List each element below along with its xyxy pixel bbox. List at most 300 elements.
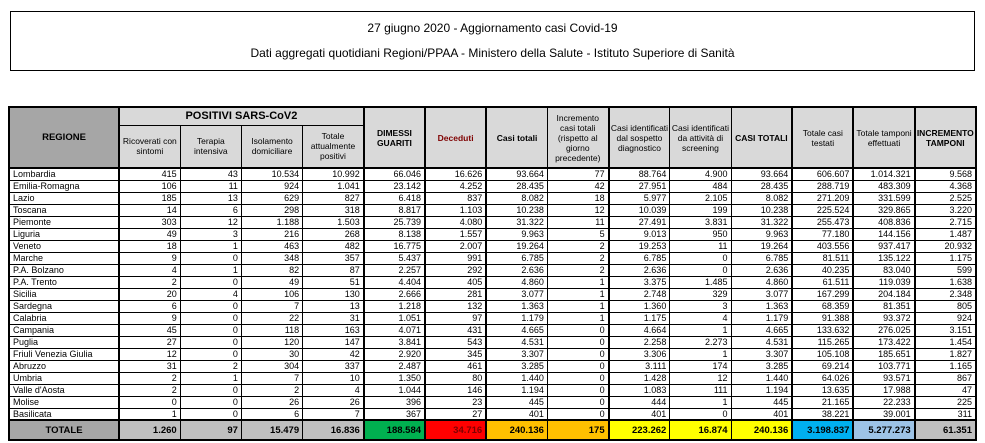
value-cell: 2.258: [609, 336, 670, 348]
value-cell: 415: [119, 168, 180, 180]
value-cell: 2.348: [915, 288, 976, 300]
value-cell: 4: [670, 312, 731, 324]
value-cell: 1.194: [731, 384, 792, 396]
value-cell: 543: [425, 336, 486, 348]
value-cell: 4.404: [364, 276, 425, 288]
value-cell: 484: [670, 180, 731, 192]
value-cell: 93.372: [853, 312, 914, 324]
value-cell: 1.638: [915, 276, 976, 288]
table-row: [9, 348, 976, 360]
region-name-cell: P.A. Trento: [9, 276, 119, 288]
value-cell: 2: [119, 276, 180, 288]
value-cell: 10.992: [303, 168, 364, 180]
region-name-cell: Marche: [9, 252, 119, 264]
value-cell: 11: [180, 180, 241, 192]
region-name-cell: Friuli Venezia Giulia: [9, 348, 119, 360]
value-cell: 2.748: [609, 288, 670, 300]
value-cell: 130: [303, 288, 364, 300]
value-cell: 2.715: [915, 216, 976, 228]
report-title: 27 giugno 2020 - Aggiornamento casi Covid-19: [367, 21, 618, 35]
value-cell: 4.665: [486, 324, 547, 336]
value-cell: 357: [303, 252, 364, 264]
value-cell: 16.775: [364, 240, 425, 252]
value-cell: 1.260: [119, 420, 180, 440]
value-cell: 1.440: [486, 372, 547, 384]
value-cell: 47: [915, 384, 976, 396]
value-cell: 1: [670, 324, 731, 336]
col-header-deceduti: Deceduti: [425, 107, 486, 168]
value-cell: 6.418: [364, 192, 425, 204]
table-row: [9, 336, 976, 348]
value-cell: 9.963: [486, 228, 547, 240]
value-cell: 4.900: [670, 168, 731, 180]
value-cell: 22: [241, 312, 302, 324]
value-cell: 9.568: [915, 168, 976, 180]
value-cell: 991: [425, 252, 486, 264]
value-cell: 31: [303, 312, 364, 324]
table-row: [9, 168, 976, 180]
value-cell: 1.194: [486, 384, 547, 396]
value-cell: 20.932: [915, 240, 976, 252]
value-cell: 45: [119, 324, 180, 336]
value-cell: 461: [425, 360, 486, 372]
value-cell: 1: [547, 312, 608, 324]
value-cell: 0: [180, 252, 241, 264]
region-name-cell: Veneto: [9, 240, 119, 252]
col-header-totale-attualmente-positivi: Totale attualmente positivi: [303, 125, 364, 168]
value-cell: 2.257: [364, 264, 425, 276]
value-cell: 2: [547, 264, 608, 276]
value-cell: 13: [180, 192, 241, 204]
value-cell: 240.136: [486, 420, 547, 440]
value-cell: 1.051: [364, 312, 425, 324]
value-cell: 3.306: [609, 348, 670, 360]
col-header-ricoverati-con-sintomi: Ricoverati con sintomi: [119, 125, 180, 168]
value-cell: 445: [486, 396, 547, 408]
value-cell: 185: [119, 192, 180, 204]
col-header-casi-sospetto-diagnostico: Casi identificati dal sospetto diagnostico: [609, 107, 670, 168]
value-cell: 88.764: [609, 168, 670, 180]
value-cell: 27.951: [609, 180, 670, 192]
value-cell: 9: [119, 312, 180, 324]
value-cell: 924: [241, 180, 302, 192]
table-row: [9, 252, 976, 264]
value-cell: 629: [241, 192, 302, 204]
value-cell: 281: [425, 288, 486, 300]
value-cell: 16.836: [303, 420, 364, 440]
value-cell: 2: [547, 240, 608, 252]
value-cell: 8.082: [486, 192, 547, 204]
value-cell: 1.363: [731, 300, 792, 312]
value-cell: 4.252: [425, 180, 486, 192]
value-cell: 163: [303, 324, 364, 336]
value-cell: 1.363: [486, 300, 547, 312]
value-cell: 444: [609, 396, 670, 408]
value-cell: 3.111: [609, 360, 670, 372]
value-cell: 2.105: [670, 192, 731, 204]
value-cell: 9: [119, 252, 180, 264]
value-cell: 133.632: [792, 324, 853, 336]
table-row: [9, 408, 976, 420]
value-cell: 304: [241, 360, 302, 372]
value-cell: 18: [119, 240, 180, 252]
value-cell: 3.831: [670, 216, 731, 228]
table-row: [9, 396, 976, 408]
value-cell: 0: [180, 276, 241, 288]
value-cell: 3: [670, 300, 731, 312]
value-cell: 173.422: [853, 336, 914, 348]
col-header-incremento-casi: Incremento casi totali (rispetto al giorno precedente): [547, 107, 608, 168]
value-cell: 0: [180, 324, 241, 336]
value-cell: 1.218: [364, 300, 425, 312]
value-cell: 167.299: [792, 288, 853, 300]
region-name-cell: Puglia: [9, 336, 119, 348]
value-cell: 1: [547, 300, 608, 312]
value-cell: 225.524: [792, 204, 853, 216]
value-cell: 40.235: [792, 264, 853, 276]
value-cell: 4.664: [609, 324, 670, 336]
value-cell: 1.175: [915, 252, 976, 264]
value-cell: 6.785: [731, 252, 792, 264]
value-cell: 4.860: [731, 276, 792, 288]
value-cell: 445: [731, 396, 792, 408]
value-cell: 6: [241, 408, 302, 420]
value-cell: 8.082: [731, 192, 792, 204]
value-cell: 27: [119, 336, 180, 348]
value-cell: 81.351: [853, 300, 914, 312]
table-row: [9, 288, 976, 300]
col-header-incremento-tamponi: INCREMENTO TAMPONI: [915, 107, 976, 168]
value-cell: 66.046: [364, 168, 425, 180]
table-row: [9, 180, 976, 192]
value-cell: 105.108: [792, 348, 853, 360]
table-row: [9, 240, 976, 252]
value-cell: 0: [670, 408, 731, 420]
value-cell: 10.534: [241, 168, 302, 180]
value-cell: 199: [670, 204, 731, 216]
value-cell: 1.440: [731, 372, 792, 384]
value-cell: 1.179: [731, 312, 792, 324]
value-cell: 3.307: [486, 348, 547, 360]
value-cell: 3.285: [731, 360, 792, 372]
value-cell: 329.865: [853, 204, 914, 216]
value-cell: 599: [915, 264, 976, 276]
value-cell: 367: [364, 408, 425, 420]
value-cell: 606.607: [792, 168, 853, 180]
total-row: [9, 420, 976, 440]
value-cell: 6: [119, 300, 180, 312]
col-header-isolamento-domiciliare: Isolamento domiciliare: [241, 125, 302, 168]
value-cell: 82: [241, 264, 302, 276]
value-cell: 396: [364, 396, 425, 408]
value-cell: 288.719: [792, 180, 853, 192]
value-cell: 2.636: [486, 264, 547, 276]
value-cell: 924: [915, 312, 976, 324]
value-cell: 827: [303, 192, 364, 204]
table-row: [9, 204, 976, 216]
value-cell: 0: [670, 264, 731, 276]
value-cell: 115.265: [792, 336, 853, 348]
value-cell: 1.360: [609, 300, 670, 312]
value-cell: 1: [670, 396, 731, 408]
value-cell: 147: [303, 336, 364, 348]
region-name-cell: Liguria: [9, 228, 119, 240]
value-cell: 27.491: [609, 216, 670, 228]
value-cell: 10: [303, 372, 364, 384]
value-cell: 68.359: [792, 300, 853, 312]
region-name-cell: Campania: [9, 324, 119, 336]
region-name-cell: Sardegna: [9, 300, 119, 312]
value-cell: 1.188: [241, 216, 302, 228]
value-cell: 408.836: [853, 216, 914, 228]
value-cell: 0: [180, 384, 241, 396]
region-name-cell: Piemonte: [9, 216, 119, 228]
value-cell: 1.350: [364, 372, 425, 384]
value-cell: 174: [670, 360, 731, 372]
region-name-cell: Basilicata: [9, 408, 119, 420]
value-cell: 9.013: [609, 228, 670, 240]
value-cell: 188.584: [364, 420, 425, 440]
col-header-casi-totali: Casi totali: [486, 107, 547, 168]
value-cell: 13: [303, 300, 364, 312]
table-row: [9, 264, 976, 276]
table-header: [9, 107, 976, 168]
value-cell: 12: [119, 348, 180, 360]
value-cell: 16.874: [670, 420, 731, 440]
value-cell: 91.388: [792, 312, 853, 324]
value-cell: 2: [180, 360, 241, 372]
value-cell: 240.136: [731, 420, 792, 440]
value-cell: 49: [241, 276, 302, 288]
value-cell: 1: [670, 348, 731, 360]
value-cell: 12: [547, 204, 608, 216]
value-cell: 0: [547, 408, 608, 420]
value-cell: 77: [547, 168, 608, 180]
value-cell: 1: [180, 264, 241, 276]
value-cell: 2.636: [731, 264, 792, 276]
col-group-header-positivi: POSITIVI SARS-CoV2: [119, 107, 364, 125]
region-name-cell: Valle d'Aosta: [9, 384, 119, 396]
value-cell: 118: [241, 324, 302, 336]
value-cell: 106: [119, 180, 180, 192]
value-cell: 4.665: [731, 324, 792, 336]
value-cell: 0: [180, 408, 241, 420]
value-cell: 6.785: [609, 252, 670, 264]
value-cell: 1.165: [915, 360, 976, 372]
table-row: [9, 192, 976, 204]
value-cell: 0: [547, 336, 608, 348]
value-cell: 0: [547, 384, 608, 396]
value-cell: 1: [119, 408, 180, 420]
table-footer: [9, 420, 976, 440]
value-cell: 1.044: [364, 384, 425, 396]
table-row: [9, 216, 976, 228]
value-cell: 21.165: [792, 396, 853, 408]
value-cell: 401: [731, 408, 792, 420]
value-cell: 19.253: [609, 240, 670, 252]
value-cell: 22.233: [853, 396, 914, 408]
value-cell: 3.307: [731, 348, 792, 360]
value-cell: 3: [180, 228, 241, 240]
value-cell: 401: [486, 408, 547, 420]
value-cell: 31.322: [731, 216, 792, 228]
value-cell: 38.221: [792, 408, 853, 420]
value-cell: 4: [119, 264, 180, 276]
value-cell: 30: [241, 348, 302, 360]
col-header-casi-screening: Casi identificati da attività di screening: [670, 107, 731, 168]
value-cell: 185.651: [853, 348, 914, 360]
value-cell: 1: [180, 372, 241, 384]
value-cell: 3.077: [731, 288, 792, 300]
value-cell: 331.599: [853, 192, 914, 204]
value-cell: 5: [547, 228, 608, 240]
value-cell: 1.428: [609, 372, 670, 384]
value-cell: 0: [547, 396, 608, 408]
value-cell: 2.920: [364, 348, 425, 360]
value-cell: 4: [303, 384, 364, 396]
value-cell: 4.860: [486, 276, 547, 288]
value-cell: 1.485: [670, 276, 731, 288]
value-cell: 175: [547, 420, 608, 440]
value-cell: 119.039: [853, 276, 914, 288]
value-cell: 1.083: [609, 384, 670, 396]
value-cell: 1.503: [303, 216, 364, 228]
value-cell: 146: [425, 384, 486, 396]
value-cell: 69.214: [792, 360, 853, 372]
value-cell: 106: [241, 288, 302, 300]
value-cell: 2.273: [670, 336, 731, 348]
region-name-cell: Umbria: [9, 372, 119, 384]
table-body: [9, 168, 976, 420]
value-cell: 483.309: [853, 180, 914, 192]
region-name-cell: Molise: [9, 396, 119, 408]
value-cell: 12: [670, 372, 731, 384]
col-header-dimessi-guariti: DIMESSI GUARITI: [364, 107, 425, 168]
value-cell: 937.417: [853, 240, 914, 252]
value-cell: 405: [425, 276, 486, 288]
region-name-cell: Sicilia: [9, 288, 119, 300]
value-cell: 8.817: [364, 204, 425, 216]
value-cell: 12: [180, 216, 241, 228]
value-cell: 8.138: [364, 228, 425, 240]
value-cell: 1.014.321: [853, 168, 914, 180]
value-cell: 81.511: [792, 252, 853, 264]
table-row: [9, 372, 976, 384]
value-cell: 31: [119, 360, 180, 372]
value-cell: 87: [303, 264, 364, 276]
value-cell: 0: [670, 252, 731, 264]
value-cell: 31.322: [486, 216, 547, 228]
value-cell: 1.454: [915, 336, 976, 348]
region-name-cell: Abruzzo: [9, 360, 119, 372]
value-cell: 311: [915, 408, 976, 420]
value-cell: 0: [119, 396, 180, 408]
value-cell: 135.122: [853, 252, 914, 264]
value-cell: 80: [425, 372, 486, 384]
table-row: [9, 228, 976, 240]
value-cell: 837: [425, 192, 486, 204]
value-cell: 7: [241, 300, 302, 312]
value-cell: 25.739: [364, 216, 425, 228]
value-cell: 401: [609, 408, 670, 420]
region-name-cell: Calabria: [9, 312, 119, 324]
value-cell: 1.179: [486, 312, 547, 324]
value-cell: 0: [547, 372, 608, 384]
region-name-cell: Emilia-Romagna: [9, 180, 119, 192]
value-cell: 28.435: [486, 180, 547, 192]
col-header-totale-casi-testati: Totale casi testati: [792, 107, 853, 168]
value-cell: 0: [180, 396, 241, 408]
value-cell: 0: [180, 300, 241, 312]
value-cell: 10.238: [731, 204, 792, 216]
value-cell: 27: [425, 408, 486, 420]
value-cell: 20: [119, 288, 180, 300]
value-cell: 950: [670, 228, 731, 240]
region-name-cell: P.A. Bolzano: [9, 264, 119, 276]
col-header-terapia-intensiva: Terapia intensiva: [180, 125, 241, 168]
report-banner: [10, 11, 975, 71]
value-cell: 6.785: [486, 252, 547, 264]
table-row: [9, 276, 976, 288]
table-row: [9, 300, 976, 312]
value-cell: 4.368: [915, 180, 976, 192]
value-cell: 28.435: [731, 180, 792, 192]
value-cell: 225: [915, 396, 976, 408]
value-cell: 97: [180, 420, 241, 440]
value-cell: 18: [547, 192, 608, 204]
value-cell: 23: [425, 396, 486, 408]
value-cell: 1.175: [609, 312, 670, 324]
value-cell: 2.007: [425, 240, 486, 252]
value-cell: 3.841: [364, 336, 425, 348]
value-cell: 43: [180, 168, 241, 180]
value-cell: 23.142: [364, 180, 425, 192]
value-cell: 9.963: [731, 228, 792, 240]
value-cell: 1.827: [915, 348, 976, 360]
value-cell: 49: [119, 228, 180, 240]
value-cell: 51: [303, 276, 364, 288]
value-cell: 805: [915, 300, 976, 312]
value-cell: 42: [303, 348, 364, 360]
value-cell: 42: [547, 180, 608, 192]
value-cell: 3.375: [609, 276, 670, 288]
value-cell: 1.487: [915, 228, 976, 240]
value-cell: 103.771: [853, 360, 914, 372]
value-cell: 7: [241, 372, 302, 384]
value-cell: 2.487: [364, 360, 425, 372]
total-label-cell: TOTALE: [9, 420, 119, 440]
value-cell: 4.080: [425, 216, 486, 228]
value-cell: 867: [915, 372, 976, 384]
value-cell: 298: [241, 204, 302, 216]
value-cell: 83.040: [853, 264, 914, 276]
value-cell: 329: [670, 288, 731, 300]
col-header-totale-tamponi: Totale tamponi effettuati: [853, 107, 914, 168]
value-cell: 93.571: [853, 372, 914, 384]
col-header-regione: REGIONE: [9, 107, 119, 168]
value-cell: 268: [303, 228, 364, 240]
value-cell: 0: [180, 312, 241, 324]
value-cell: 14: [119, 204, 180, 216]
value-cell: 17.988: [853, 384, 914, 396]
value-cell: 61.511: [792, 276, 853, 288]
value-cell: 11: [547, 216, 608, 228]
table-row: [9, 384, 976, 396]
value-cell: 7: [303, 408, 364, 420]
table-row: [9, 360, 976, 372]
value-cell: 1: [547, 276, 608, 288]
value-cell: 97: [425, 312, 486, 324]
